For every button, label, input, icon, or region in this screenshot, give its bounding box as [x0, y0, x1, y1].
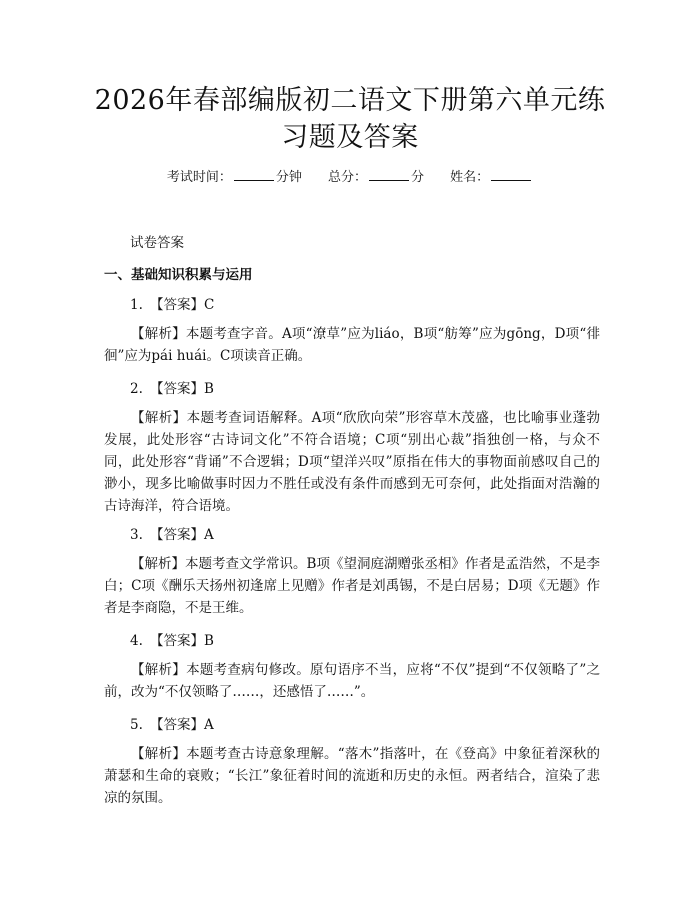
- analysis-paragraph-4: 【解析】本题考查病句修改。原句语序不当，应将“不仅”提到“不仅领略了”之前，改为“不仅领略了……，还感悟了……”。: [104, 662, 600, 700]
- total-score-unit: 分: [411, 170, 425, 185]
- answer-text: 【答案】B: [150, 381, 214, 397]
- answer-line-3: [130, 523, 214, 543]
- answer-text: 【答案】A: [150, 527, 214, 543]
- answer-text: 【答案】A: [150, 717, 214, 733]
- total-score-blank: [369, 168, 409, 181]
- exam-time-field: [167, 170, 302, 185]
- item-number: 1.: [130, 297, 143, 313]
- item-number: 2.: [130, 381, 143, 397]
- exam-time-unit: 分钟: [275, 170, 302, 185]
- exam-time-blank: [234, 168, 274, 181]
- student-name-label: 姓名：: [450, 170, 490, 185]
- section-heading: 一、基础知识积累与运用: [104, 267, 253, 283]
- analysis-paragraph-5: 【解析】本题考查古诗意象理解。“落木”指落叶，在《登高》中象征着深秋的萧瑟和生命的衰败；“长江”象征着时间的流逝和历史的永恒。两者结合，渲染了悲凉的氛围。: [104, 746, 600, 806]
- student-name-field: [450, 170, 533, 185]
- exam-time-label: 考试时间：: [166, 170, 232, 185]
- item-number: 4.: [130, 633, 143, 649]
- item-number: 5.: [130, 717, 143, 733]
- analysis-paragraph-1: 【解析】本题考查字音。A项“潦草”应为liáo，B项“舫筹”应为gōng，D项“徘徊”应为pái huái。C项读音正确。: [104, 326, 600, 364]
- document-title: 2026年春部编版初二语文下册第六单元练习题及答案: [94, 85, 606, 153]
- section-label: 试卷答案: [130, 235, 184, 251]
- answer-line-1: [130, 293, 214, 313]
- analysis-paragraph-2: 【解析】本题考查词语解释。A项“欣欣向荣”形容草木茂盛，也比喻事业蓬勃发展，此处形容“古诗词文化”不符合语境；C项“别出心裁”指独创一格，与众不同，此处形容“背诵”不合逻辑；D项“望洋兴叹”原指在伟大的事物面前感叹自己的渺小，现多比喻做事时因力不胜任或没有条件而感到无可奈何，此处指面对浩瀚的古诗海洋，符合语境。: [104, 410, 600, 514]
- answer-line-4: [130, 629, 214, 649]
- answer-text: 【答案】C: [150, 297, 215, 313]
- item-number: 3.: [130, 527, 143, 543]
- total-score-label: 总分：: [327, 170, 367, 185]
- answer-line-5: [130, 713, 214, 733]
- analysis-paragraph-3: 【解析】本题考查文学常识。B项《望洞庭湖赠张丞相》作者是孟浩然，不是李白；C项《酬乐天扬州初逢席上见赠》作者是刘禹锡，不是白居易；D项《无题》作者是李商隐，不是王维。: [104, 556, 600, 616]
- student-name-blank: [491, 168, 531, 181]
- answer-line-2: [130, 377, 214, 397]
- answer-text: 【答案】B: [150, 633, 214, 649]
- total-score-field: [328, 170, 424, 185]
- exam-info-line: [0, 168, 700, 187]
